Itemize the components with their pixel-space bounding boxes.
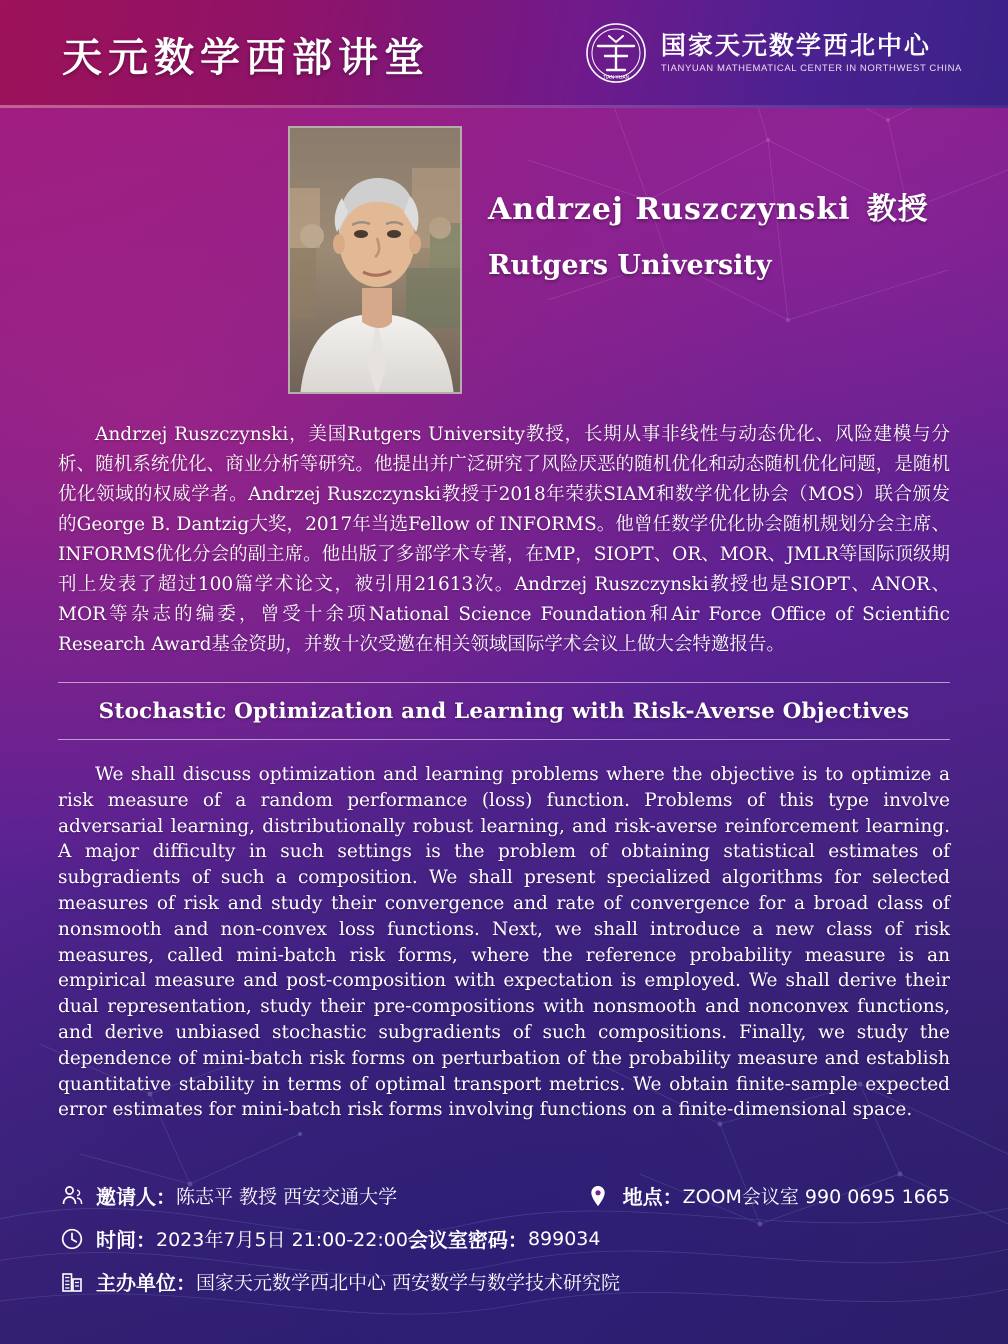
speaker-info [488,126,929,281]
password-label: 会议室密码： [407,1228,528,1252]
person-icon [58,1182,85,1209]
speaker-bio: Andrzej Ruszczynski，美国Rutgers University教授，长期从事非线性与动态优化、风险建模与分析、随机系统优化、商业分析等研究。他提出并广泛研究了风险厌恶的随机优化和动态随机优化问题，是随机优化领域的权威学者。Andrzej Ruszczynski教授于2018年荣获SIAM和数学优化协会（MOS）联合颁发的George B. Dantzig大奖，2017年当选Fellow of INFORMS。他曾任数学优化协会随机规划分会主席、INFORMS优化分会的副主席。他出版了多部学术专著，在MP，SIOPT、OR、MOR、JMLR等国际顶级期刊上发表了超过100篇学术论文，被引用21613次。Andrzej Ruszczynski教授也是SIOPT、ANOR、MOR等杂志的编委，曾受十余项National Science Foundation和Air Force Office of Scientific Research Award基金资助，并数十次受邀在相关领域国际学术会议上做大会特邀报告。 [58,424,950,655]
host-label: 邀请人： [96,1185,176,1209]
speaker-title-cn: 教授 [866,192,929,227]
time-label: 时间： [96,1228,156,1252]
tianyuan-logo-icon [585,22,647,84]
speaker-block [0,108,1008,394]
place-label: 地点： [622,1185,683,1209]
footer-row-time [58,1224,950,1253]
divider-bottom [58,739,950,740]
logo-text-en: TIANYUAN MATHEMATICAL CENTER IN NORTHWEST CHINA [660,63,962,75]
host-value: 陈志平 教授 西安交通大学 [176,1186,398,1208]
talk-title: Stochastic Optimization and Learning with Risk-Averse Objectives [98,699,910,724]
logo-text-cn: 国家天元数学西北中心 [660,30,931,60]
footer-row-host [58,1181,950,1210]
organizer-value: 国家天元数学西北中心 西安数学与数学技术研究院 [196,1272,621,1294]
poster-footer [0,1181,1008,1310]
divider-top [58,682,950,683]
time-value: 2023年7月5日 21:00-22:00 [156,1229,408,1251]
speaker-name-en: Andrzej Ruszczynski [488,192,851,227]
footer-place [585,1181,950,1210]
speaker-name [488,184,929,228]
speaker-portrait [288,126,462,394]
footer-host [58,1181,397,1210]
footer-row-organizer [58,1267,950,1296]
poster-header [0,0,1008,108]
location-pin-icon [585,1182,612,1209]
place-value: ZOOM会议室 990 0695 1665 [682,1186,950,1208]
footer-password [408,1224,601,1253]
talk-abstract: We shall discuss optimization and learning problems where the objective is to optimize a risk measure of a random performance (loss) function. Problems of this type involve adversarial learning, distributionally robust learning, and risk-averse reinforcement learning. A major difficulty in such settings is the problem of obtaining statistical estimates of subgradients of such a composition. We shall present specialized algorithms for selected measures of risk and study their convergence and rate of convergence for a broad class of nonsmooth and non-convex loss functions. Next, we shall introduce a new class of risk measures, called mini-batch risk forms, where the reference probability measure is an empirical measure and post-composition with expectation is employed. We shall derive their dual representation, study their pre-compositions with nonsmooth and nonconvex functions, and derive unbiased stochastic subgradients of such compositions. Finally, we study the dependence of mini-batch risk forms on perturbation of the probability measure and establish quantitative stability in terms of optimal transport metrics. We obtain finite-sample expected error estimates for mini-batch risk forms involving functions on a finite-dimensional space. [58,764,950,1121]
speaker-affiliation: Rutgers University [488,250,772,281]
center-logo [585,22,962,84]
password-value: 899034 [527,1227,601,1250]
building-icon [58,1268,85,1295]
clock-icon [58,1225,85,1252]
svg-text:TIAN YUAN: TIAN YUAN [602,75,630,81]
page-title: 天元数学西部讲堂 [62,34,430,81]
portrait-image [290,128,462,394]
footer-organizer [58,1267,620,1296]
footer-time [58,1224,408,1253]
organizer-label: 主办单位： [96,1271,196,1295]
